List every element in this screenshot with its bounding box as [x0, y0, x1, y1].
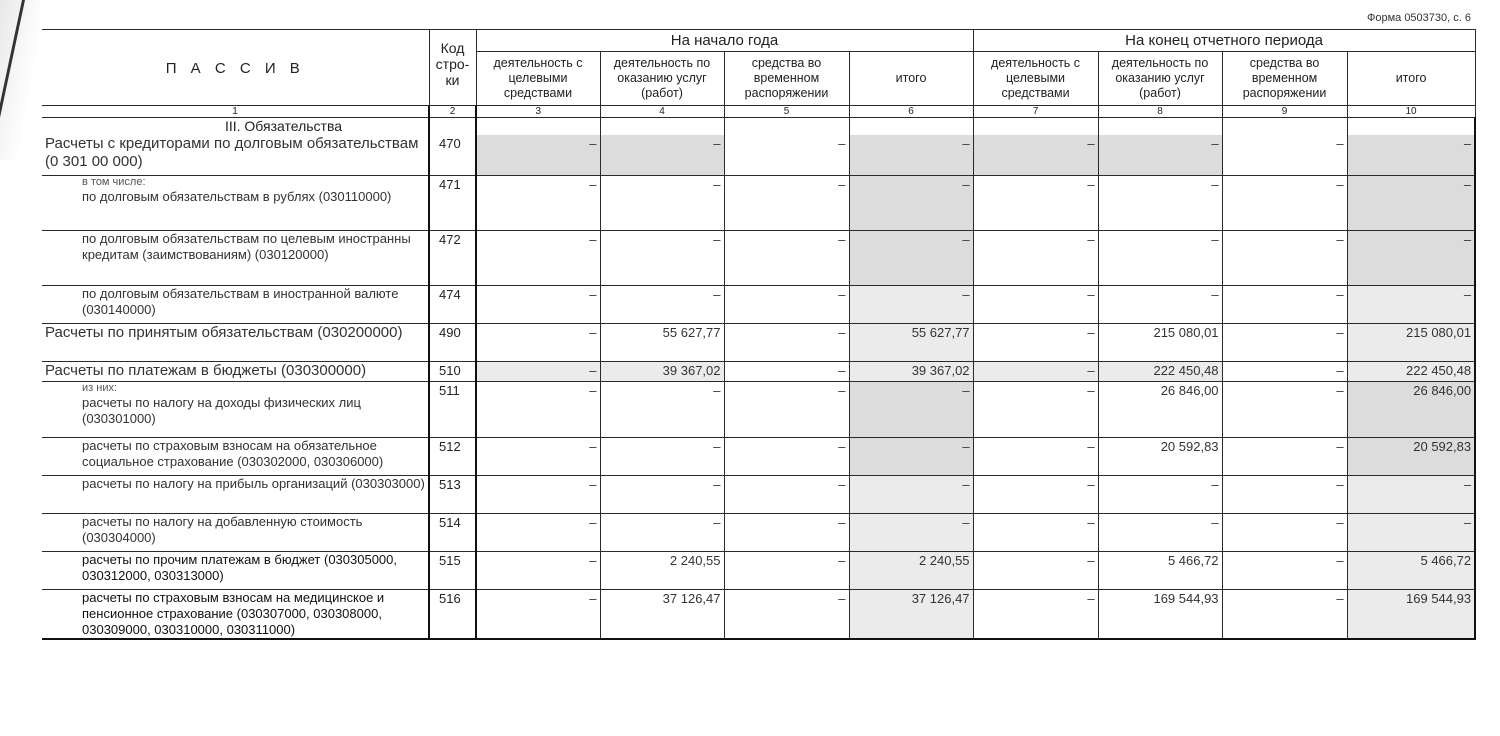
value-cell: – — [849, 175, 973, 230]
value-cell: – — [973, 589, 1098, 639]
value-cell: – — [476, 589, 600, 639]
value-cell: – — [1347, 285, 1475, 323]
value-cell: – — [600, 175, 724, 230]
value-cell: – — [1347, 513, 1475, 551]
value-cell: – — [973, 437, 1098, 475]
row-prefix: из них: — [82, 381, 118, 394]
value-cell: – — [1098, 230, 1222, 285]
value-cell: – — [476, 475, 600, 513]
value-cell: – — [724, 381, 849, 437]
row-label — [42, 513, 429, 551]
row-code: 514 — [429, 513, 476, 551]
value-cell: – — [1222, 361, 1347, 381]
header-col-5: средства во временном распоряжении — [724, 52, 849, 106]
value-cell: – — [973, 230, 1098, 285]
row-code: 515 — [429, 551, 476, 589]
row-code: 470 — [429, 135, 476, 175]
table-row — [42, 135, 1475, 175]
table-row — [42, 323, 1475, 361]
value-cell: – — [476, 437, 600, 475]
row-label — [42, 437, 429, 475]
row-name: расчеты по прочим платежам в бюджет (030305000, 030312000, 030313000) — [82, 551, 397, 583]
value-cell: – — [849, 475, 973, 513]
value-cell: – — [724, 175, 849, 230]
value-cell: – — [1347, 230, 1475, 285]
value-cell: – — [973, 323, 1098, 361]
table-row — [42, 589, 1475, 639]
col-number: 1 — [42, 106, 429, 118]
value-cell: 2 240,55 — [600, 551, 724, 589]
row-label — [42, 323, 429, 361]
value-cell: – — [1347, 135, 1475, 175]
col-number: 8 — [1098, 106, 1222, 118]
value-cell: 55 627,77 — [600, 323, 724, 361]
row-code: 512 — [429, 437, 476, 475]
value-cell: – — [724, 513, 849, 551]
value-cell: – — [849, 437, 973, 475]
value-cell: – — [973, 285, 1098, 323]
value-cell: – — [724, 551, 849, 589]
row-label — [42, 551, 429, 589]
section-title: III. Обязательства — [42, 118, 429, 136]
row-label — [42, 381, 429, 437]
row-name: расчеты по страховым взносам на медицинское и пенсионное страхование (030307000, 030308000, 030309000, 030310000, 030311000) — [82, 589, 385, 637]
value-cell: – — [600, 285, 724, 323]
header-col-4: деятельность по оказанию услуг (работ) — [600, 52, 724, 106]
value-cell: – — [476, 513, 600, 551]
form-label: Форма 0503730, с. 6 — [1366, 12, 1471, 24]
col-number: 10 — [1347, 106, 1475, 118]
value-cell: – — [724, 437, 849, 475]
value-cell: – — [1098, 513, 1222, 551]
value-cell: – — [849, 230, 973, 285]
row-code: 474 — [429, 285, 476, 323]
value-cell: – — [724, 361, 849, 381]
value-cell: – — [1347, 475, 1475, 513]
value-cell: 39 367,02 — [849, 361, 973, 381]
liabilities-table — [42, 29, 1476, 640]
col-number: 4 — [600, 106, 724, 118]
value-cell: – — [973, 551, 1098, 589]
row-code: 516 — [429, 589, 476, 639]
value-cell: – — [724, 589, 849, 639]
value-cell: – — [724, 285, 849, 323]
row-name: Расчеты по принятым обязательствам (030200000) — [45, 323, 403, 341]
col-number: 6 — [849, 106, 973, 118]
row-name: Расчеты по платежам в бюджеты (030300000) — [45, 361, 367, 379]
value-cell: 26 846,00 — [1347, 381, 1475, 437]
value-cell: – — [973, 361, 1098, 381]
value-cell: – — [973, 175, 1098, 230]
value-cell: – — [1222, 285, 1347, 323]
row-code: 513 — [429, 475, 476, 513]
value-cell: – — [1222, 475, 1347, 513]
table-row — [42, 551, 1475, 589]
row-label — [42, 285, 429, 323]
table-row — [42, 381, 1475, 437]
row-name: расчеты по налогу на доходы физических лиц (030301000) — [82, 394, 361, 426]
value-cell: – — [1222, 589, 1347, 639]
header-col-7: деятельность с целевыми средствами — [973, 52, 1098, 106]
value-cell: – — [1222, 381, 1347, 437]
value-cell: – — [1098, 175, 1222, 230]
value-cell: – — [849, 381, 973, 437]
header-group-end: На конец отчетного периода — [973, 30, 1475, 52]
header-col-9: средства во временном распоряжении — [1222, 52, 1347, 106]
row-code: 490 — [429, 323, 476, 361]
row-name: расчеты по страховым взносам на обязательное социальное страхование (030302000, 030306000) — [82, 437, 384, 469]
row-label — [42, 475, 429, 513]
value-cell: – — [973, 475, 1098, 513]
row-name: по долговым обязательствам в иностранной валюте (030140000) — [82, 285, 399, 317]
value-cell: 55 627,77 — [849, 323, 973, 361]
row-label — [42, 135, 429, 175]
value-cell: – — [600, 381, 724, 437]
value-cell: 39 367,02 — [600, 361, 724, 381]
value-cell: – — [849, 135, 973, 175]
value-cell: – — [1222, 230, 1347, 285]
col-number: 7 — [973, 106, 1098, 118]
value-cell: 222 450,48 — [1347, 361, 1475, 381]
row-label — [42, 175, 429, 230]
row-label — [42, 589, 429, 639]
value-cell: – — [600, 513, 724, 551]
value-cell: – — [1098, 135, 1222, 175]
value-cell: – — [476, 323, 600, 361]
col-number: 3 — [476, 106, 600, 118]
value-cell: 222 450,48 — [1098, 361, 1222, 381]
table-row — [42, 361, 1475, 381]
row-prefix: в том числе: — [82, 175, 146, 188]
value-cell: 20 592,83 — [1347, 437, 1475, 475]
value-cell: – — [476, 285, 600, 323]
row-name: расчеты по налогу на прибыль организаций (030303000) — [82, 475, 425, 491]
header-col-6: итого — [849, 52, 973, 106]
col-number: 2 — [429, 106, 476, 118]
value-cell: – — [1222, 437, 1347, 475]
value-cell: 26 846,00 — [1098, 381, 1222, 437]
header-group-start: На начало года — [476, 30, 973, 52]
value-cell: – — [476, 361, 600, 381]
row-label — [42, 230, 429, 285]
row-label — [42, 361, 429, 381]
header-code: Код стро-ки — [429, 30, 476, 106]
value-cell: – — [476, 381, 600, 437]
value-cell: – — [973, 381, 1098, 437]
value-cell: 20 592,83 — [1098, 437, 1222, 475]
value-cell: 5 466,72 — [1098, 551, 1222, 589]
header-col-3: деятельность с целевыми средствами — [476, 52, 600, 106]
value-cell: 169 544,93 — [1347, 589, 1475, 639]
value-cell: – — [1222, 551, 1347, 589]
value-cell: – — [724, 135, 849, 175]
value-cell: 37 126,47 — [600, 589, 724, 639]
value-cell: – — [600, 135, 724, 175]
value-cell: – — [1222, 513, 1347, 551]
value-cell: – — [849, 513, 973, 551]
value-cell: – — [1347, 175, 1475, 230]
row-name: по долговым обязательствам в рублях (030110000) — [82, 188, 392, 204]
value-cell: – — [973, 135, 1098, 175]
table-row — [42, 513, 1475, 551]
header-col-10: итого — [1347, 52, 1475, 106]
row-code: 472 — [429, 230, 476, 285]
col-number: 5 — [724, 106, 849, 118]
value-cell: – — [476, 230, 600, 285]
value-cell: 2 240,55 — [849, 551, 973, 589]
value-cell: – — [724, 230, 849, 285]
value-cell: – — [724, 475, 849, 513]
row-code: 511 — [429, 381, 476, 437]
value-cell: – — [1222, 175, 1347, 230]
header-passiv: П А С С И В — [42, 30, 429, 106]
value-cell: – — [849, 285, 973, 323]
value-cell: – — [973, 513, 1098, 551]
value-cell: 215 080,01 — [1098, 323, 1222, 361]
value-cell: – — [600, 437, 724, 475]
value-cell: 169 544,93 — [1098, 589, 1222, 639]
value-cell: – — [724, 323, 849, 361]
value-cell: – — [1098, 285, 1222, 323]
value-cell: 37 126,47 — [849, 589, 973, 639]
value-cell: – — [1222, 135, 1347, 175]
row-name: Расчеты с кредиторами по долговым обязательствам (0 301 00 000) — [45, 135, 419, 170]
table-row — [42, 437, 1475, 475]
table-row — [42, 230, 1475, 285]
row-code: 510 — [429, 361, 476, 381]
value-cell: 215 080,01 — [1347, 323, 1475, 361]
value-cell: – — [600, 230, 724, 285]
header-col-8: деятельность по оказанию услуг (работ) — [1098, 52, 1222, 106]
table-row — [42, 175, 1475, 230]
value-cell: 5 466,72 — [1347, 551, 1475, 589]
table-row — [42, 475, 1475, 513]
row-name: по долговым обязательствам по целевым иностранны кредитам (заимствованиям) (030120000) — [82, 230, 411, 262]
value-cell: – — [476, 175, 600, 230]
table-row — [42, 285, 1475, 323]
value-cell: – — [1098, 475, 1222, 513]
value-cell: – — [600, 475, 724, 513]
value-cell: – — [476, 135, 600, 175]
value-cell: – — [1222, 323, 1347, 361]
row-code: 471 — [429, 175, 476, 230]
value-cell: – — [476, 551, 600, 589]
row-name: расчеты по налогу на добавленную стоимость (030304000) — [82, 513, 363, 545]
col-number: 9 — [1222, 106, 1347, 118]
